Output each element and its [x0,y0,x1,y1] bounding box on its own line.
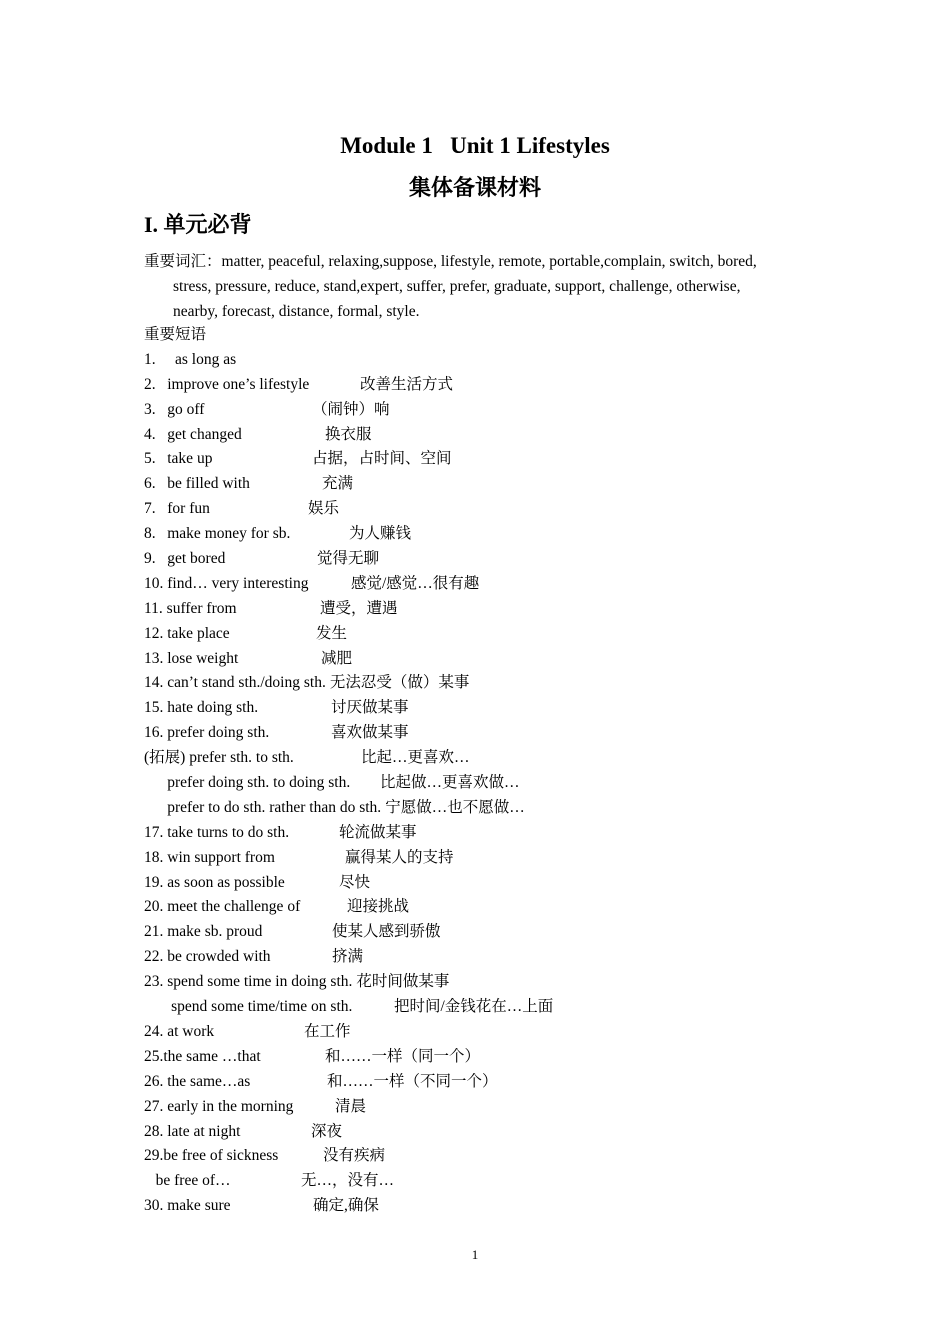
phrase-english: 8. make money for sb. [144,525,291,543]
phrase-item [144,647,824,672]
phrase-english: 1. as long as [144,350,237,368]
phrase-chinese: 感觉/感觉…很有趣 [351,574,480,592]
phrase-english: 18. win support from [144,848,275,866]
phrase-english: 26. the same…as [144,1072,251,1090]
phrase-chinese: 无法忍受（做）某事 [329,674,470,692]
vocabulary-line-3: nearby, forecast, distance, formal, style. [173,303,420,320]
phrase-chinese: 比起…更喜欢… [361,749,470,767]
phrase-chinese: 迎接挑战 [347,898,410,916]
phrase-item [144,1120,824,1145]
phrase-item [144,348,824,373]
phrase-english: 27. early in the morning [144,1097,294,1115]
phrase-item [144,597,824,622]
phrase-item [144,622,824,647]
phrase-chinese: 无…，没有… [301,1172,395,1190]
phrase-chinese: 充满 [322,475,354,493]
phrase-item [144,746,824,771]
vocabulary-line-2: stress, pressure, reduce, stand,expert, suffer, prefer, graduate, support, challenge, otherwise, [173,278,741,295]
phrase-item [144,497,824,522]
phrase-item [144,846,824,871]
vocabulary-words-1: matter, peaceful, relaxing,suppose, lifestyle, remote, portable,complain, switch, bored, [221,253,757,270]
phrase-english: 3. go off [144,400,205,418]
phrase-item [144,1095,824,1120]
document-subtitle: 集体备课材料 [408,175,541,200]
phrase-english: 12. take place [144,624,230,642]
phrase-english: 19. as soon as possible [144,873,285,891]
phrase-item [144,945,824,970]
phrase-english: 21. make sb. proud [144,923,263,941]
document-title: Module 1 Unit 1 Lifestyles [340,133,610,158]
phrase-item [144,671,824,696]
phrase-item [144,821,824,846]
page-number: 1 [471,1247,479,1262]
phrase-english: 30. make sure [144,1197,231,1215]
phrase-chinese: 发生 [316,624,348,642]
vocabulary-label: 重要词汇： [144,253,222,270]
phrase-chinese: 占据，占时间、空间 [312,450,452,468]
phrase-english: 9. get bored [144,550,226,568]
phrase-item [144,995,824,1020]
phrase-chinese: 挤满 [332,948,364,966]
phrase-item [144,871,824,896]
phrase-chinese: 把时间/金钱花在…上面 [394,998,554,1016]
phrase-english: 4. get changed [144,425,242,443]
phrase-english: be free of… [144,1172,231,1190]
phrase-english: (拓展) prefer sth. to sth. [144,749,294,767]
phrase-chinese: 使某人感到骄傲 [332,923,441,941]
phrase-chinese: 在工作 [304,1022,351,1040]
phrase-item [144,796,824,821]
phrase-chinese: 遭受，遭遇 [320,599,398,617]
phrase-item [144,572,824,597]
phrase-english: 29.be free of sickness [144,1147,279,1165]
section-heading: I. 单元必背 [144,212,252,237]
phrase-item [144,1020,824,1045]
phrase-item [144,696,824,721]
vocabulary-block [144,249,824,324]
phrase-chinese: 讨厌做某事 [331,699,409,717]
phrase-chinese: 比起做…更喜欢做… [380,774,520,792]
phrase-chinese: 娱乐 [308,500,340,518]
phrase-chinese: 赢得某人的支持 [345,848,454,866]
phrase-chinese: 和……一样（不同一个） [327,1072,498,1090]
phrase-english: 20. meet the challenge of [144,898,301,916]
phrase-chinese: 和……一样（同一个） [325,1047,481,1065]
phrase-english: 15. hate doing sth. [144,699,259,717]
phrase-english: 6. be filled with [144,475,250,493]
phrase-item [144,920,824,945]
phrase-item [144,721,824,746]
phrase-item [144,1169,824,1194]
phrase-english: 16. prefer doing sth. [144,724,270,742]
phrase-chinese: 清晨 [335,1097,367,1115]
phrases-heading [144,323,824,348]
phrase-chinese: 换衣服 [325,425,372,443]
vocabulary-line-1 [144,249,824,274]
phrase-item [144,547,824,572]
phrase-english: 7. for fun [144,500,210,518]
phrase-english: prefer to do sth. rather than do sth. [144,798,382,816]
phrase-english: 5. take up [144,450,213,468]
phrase-item [144,447,824,472]
phrase-item [144,423,824,448]
phrase-english: 28. late at night [144,1122,241,1140]
phrase-item [144,522,824,547]
phrase-english: 2. improve one’s lifestyle [144,375,310,393]
phrase-chinese: 深夜 [311,1122,343,1140]
phrase-chinese: 轮流做某事 [339,823,417,841]
phrase-chinese: 改善生活方式 [360,375,454,393]
phrase-english: spend some time/time on sth. [144,998,353,1016]
phrase-english: 10. find… very interesting [144,574,309,592]
phrase-item [144,970,824,995]
phrase-list [144,323,824,1219]
phrase-chinese: （闹钟）响 [312,400,390,418]
phrase-english: 11. suffer from [144,599,237,617]
phrase-item [144,1144,824,1169]
phrase-chinese: 确定,确保 [313,1197,379,1215]
phrase-english: 14. can’t stand sth./doing sth. [144,674,326,692]
phrase-english: 24. at work [144,1022,215,1040]
phrase-item [144,771,824,796]
phrase-item [144,373,824,398]
phrase-item [144,895,824,920]
phrase-item [144,1194,824,1219]
phrases-heading-text: 重要短语 [144,326,207,343]
phrase-item [144,472,824,497]
phrase-english: 17. take turns to do sth. [144,823,290,841]
phrase-item [144,1070,824,1095]
phrase-english: 23. spend some time in doing sth. [144,973,353,991]
phrase-english: 25.the same …that [144,1047,261,1065]
phrase-chinese: 觉得无聊 [317,550,380,568]
phrase-english: 13. lose weight [144,649,239,667]
phrase-chinese: 花时间做某事 [356,973,450,991]
phrase-english: 22. be crowded with [144,948,271,966]
phrase-chinese: 宁愿做…也不愿做… [385,798,525,816]
phrase-item [144,1045,824,1070]
phrase-chinese: 减肥 [321,649,353,667]
phrase-item [144,398,824,423]
phrase-chinese: 为人赚钱 [349,525,412,543]
phrase-chinese: 尽快 [339,873,371,891]
phrase-chinese: 没有疾病 [323,1147,386,1165]
phrase-english: prefer doing sth. to doing sth. [144,774,351,792]
phrase-chinese: 喜欢做某事 [331,724,409,742]
